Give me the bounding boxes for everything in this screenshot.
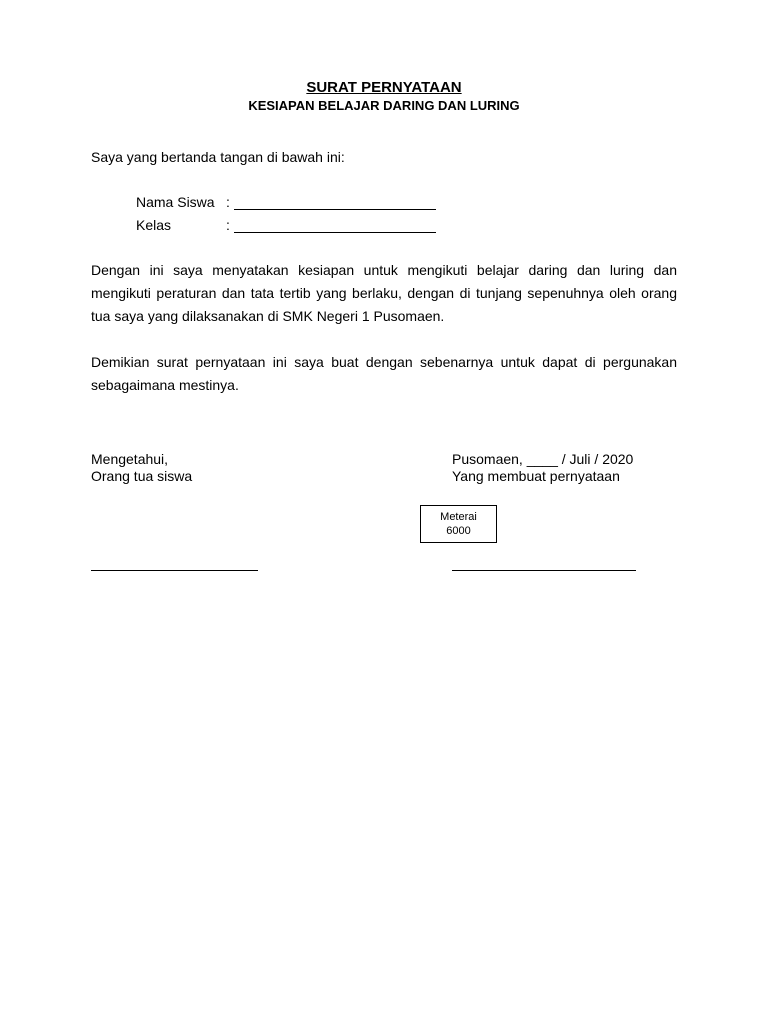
signature-right-line2: Yang membuat pernyataan	[452, 468, 620, 484]
field-blank-kelas	[234, 232, 436, 233]
field-label-nama-siswa: Nama Siswa	[136, 194, 215, 210]
intro-text: Saya yang bertanda tangan di bawah ini:	[91, 149, 345, 165]
field-colon: :	[226, 217, 230, 233]
field-blank-nama-siswa	[234, 209, 436, 210]
stamp-line1: Meterai	[440, 511, 477, 523]
document-title: SURAT PERNYATAAN	[306, 79, 462, 96]
stamp-line2: 6000	[446, 525, 471, 537]
document-subtitle: KESIAPAN BELAJAR DARING DAN LURING	[248, 98, 520, 113]
meterai-stamp-box	[420, 505, 497, 543]
statement-paragraph: Dengan ini saya menyatakan kesiapan untuk mengikuti belajar daring dan luring dan mengikuti peraturan dan tata tertib yang berlaku, dengan di tunjang sepenuhnya oleh orang tua saya yang dilaksanakan di SMK Negeri 1 Pusomaen.	[91, 262, 677, 324]
field-colon: :	[226, 194, 230, 210]
signature-left-line1: Mengetahui,	[91, 451, 169, 467]
signature-right-line1: Pusomaen, ____ / Juli / 2020	[452, 451, 634, 467]
field-label-kelas: Kelas	[136, 217, 172, 233]
signature-left-line2: Orang tua siswa	[91, 468, 193, 484]
signature-left-line	[91, 570, 258, 571]
closing-paragraph: Demikian surat pernyataan ini saya buat dengan sebenarnya untuk dapat di pergunakan sebagaimana mestinya.	[91, 354, 677, 393]
signature-right-line	[452, 570, 636, 571]
